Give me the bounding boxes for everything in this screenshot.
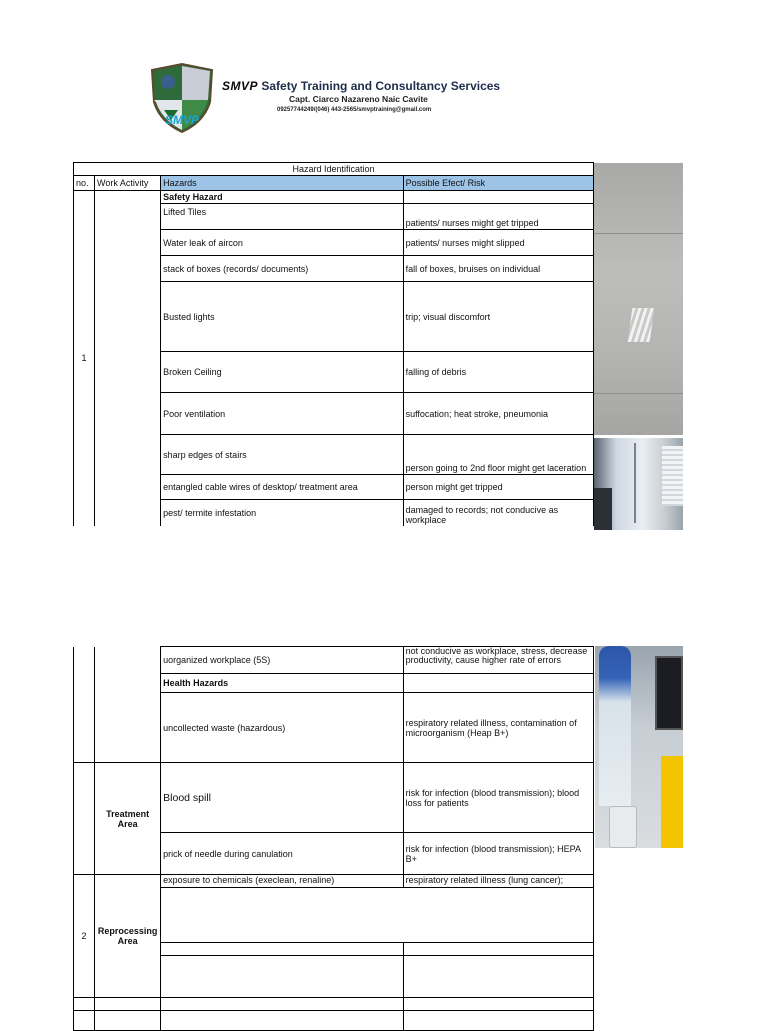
hazard-table-2 xyxy=(73,646,594,1031)
row-number: 1 xyxy=(74,191,95,526)
caution-sign xyxy=(661,756,683,848)
effect-cell: trip; visual discomfort xyxy=(403,282,593,352)
hazard-cell: Busted lights xyxy=(161,282,403,352)
table-row xyxy=(74,875,594,888)
hazard-cell: exposure to chemicals (execlean, renaline) xyxy=(161,875,403,888)
empty-cell xyxy=(403,191,593,204)
hazard-cell: Blood spill xyxy=(161,763,403,833)
header-work-activity: Work Activity xyxy=(95,176,161,191)
empty-cell xyxy=(95,1011,161,1031)
brand-mark: SMVP xyxy=(222,79,259,93)
treatment-room-photo xyxy=(594,438,683,530)
company-logo xyxy=(148,62,216,134)
empty-cell xyxy=(161,998,403,1011)
row-number-cell xyxy=(74,763,95,875)
section-health-hazard: Health Hazards xyxy=(161,674,403,693)
empty-cell xyxy=(161,943,403,956)
empty-cell xyxy=(403,943,593,956)
effect-cell: patients/ nurses might get tripped xyxy=(403,204,593,230)
effect-cell: person might get tripped xyxy=(403,475,593,500)
table-row xyxy=(74,647,594,674)
hazard-cell: uorganized workplace (5S) xyxy=(161,647,403,674)
hazard-cell: pest/ termite infestation xyxy=(161,500,403,526)
iv-pole xyxy=(634,443,636,523)
work-activity-treatment: Treatment Area xyxy=(95,763,161,875)
effect-cell: falling of debris xyxy=(403,352,593,393)
header-effect: Possible Efect/ Risk xyxy=(403,176,593,191)
effect-cell: damaged to records; not conducive as workplace xyxy=(403,500,593,526)
hazard-cell: entangled cable wires of desktop/ treatment area xyxy=(161,475,403,500)
nurse-figure xyxy=(599,646,631,806)
hazard-table-1 xyxy=(73,162,594,526)
row-number-cell xyxy=(74,647,95,763)
hazard-cell: Broken Ceiling xyxy=(161,352,403,393)
empty-cell xyxy=(403,956,593,998)
row-number: 2 xyxy=(74,875,95,998)
hazard-cell: Water leak of aircon xyxy=(161,230,403,256)
owner-address: Capt. Ciarco Nazareno Naic Cavite xyxy=(289,94,428,104)
logo-text: SMVP xyxy=(164,113,200,127)
hazard-cell: uncollected waste (hazardous) xyxy=(161,693,403,763)
monitor-screen xyxy=(655,656,683,730)
light-reflection xyxy=(628,308,655,342)
tile-seam xyxy=(594,393,683,394)
hazard-cell: sharp edges of stairs xyxy=(161,435,403,475)
work-activity-cell xyxy=(95,191,161,526)
effect-cell: not conducive as workplace, stress, decrease productivity, cause higher rate of errors xyxy=(403,647,593,674)
effect-cell: patients/ nurses might slipped xyxy=(403,230,593,256)
effect-cell: respiratory related illness, contamination of microorganism (Heap B+) xyxy=(403,693,593,763)
hazard-cell: stack of boxes (records/ documents) xyxy=(161,256,403,282)
floor-tiles-photo xyxy=(594,163,683,435)
company-services: Safety Training and Consultancy Services xyxy=(261,79,501,93)
effect-cell: risk for infection (blood transmission); blood loss for patients xyxy=(403,763,593,833)
table-row xyxy=(74,763,594,833)
dialysis-area-photo xyxy=(595,646,683,848)
section-safety-hazard: Safety Hazard xyxy=(161,191,403,204)
hazard-cell: Poor ventilation xyxy=(161,393,403,435)
effect-cell: person going to 2nd floor might get laceration xyxy=(403,435,593,475)
effect-cell: suffocation; heat stroke, pneumonia xyxy=(403,393,593,435)
company-name xyxy=(222,79,500,93)
effect-cell: risk for infection (blood transmission); HEPA B+ xyxy=(403,833,593,875)
empty-cell xyxy=(403,998,593,1011)
empty-cell xyxy=(161,956,403,998)
empty-cell xyxy=(403,674,593,693)
effect-cell: fall of boxes, bruises on individual xyxy=(403,256,593,282)
tile-seam xyxy=(594,233,683,234)
effect-cell: respiratory related illness (lung cancer); xyxy=(403,875,593,888)
window-blinds xyxy=(662,446,683,506)
equipment-shape xyxy=(594,488,612,530)
work-activity-reprocessing: Reprocessing Area xyxy=(95,875,161,998)
empty-cell xyxy=(161,888,594,943)
work-activity-cell xyxy=(95,647,161,763)
header-hazards: Hazards xyxy=(161,176,403,191)
hazard-cell: prick of needle during canulation xyxy=(161,833,403,875)
chemical-container xyxy=(609,806,637,848)
contact-info: 09257744249/(046) 443-2565/smvptraining@gmail.com xyxy=(277,107,432,113)
table-title: Hazard Identification xyxy=(74,163,594,176)
empty-cell xyxy=(74,1011,95,1031)
empty-cell xyxy=(95,998,161,1011)
header-no: no. xyxy=(74,176,95,191)
empty-cell xyxy=(74,998,95,1011)
empty-cell xyxy=(403,1011,593,1031)
hazard-cell: Lifted Tiles xyxy=(161,204,403,230)
empty-cell xyxy=(161,1011,403,1031)
